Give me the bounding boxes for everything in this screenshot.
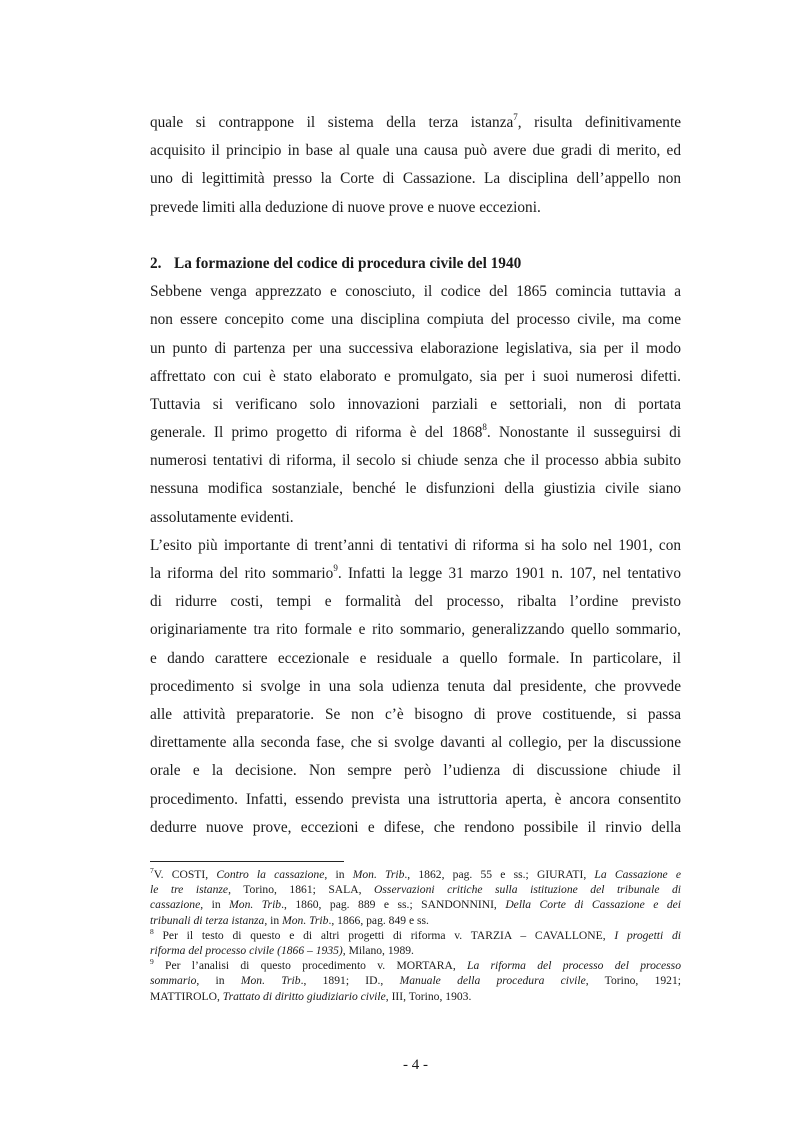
text-line: numerosi tentativi di riforma, il secolo si chiude senza che il processo abbia subito (150, 452, 681, 470)
paragraph-3 (150, 532, 681, 842)
text-line: L’esito più importante di trent’anni di tentativi di riforma si ha solo nel 1901, con (150, 536, 681, 554)
text-line: la riforma del rito sommario$^9$. Infatti la legge 31 marzo 1901 n. 107, nel tentativo (150, 563, 681, 582)
text-line: quale si contrappone il sistema della terza istanza$^7$, risulta definitivamente (150, 112, 681, 131)
footnote-ref-9[interactable]: 9 (333, 563, 338, 573)
text-line: dedurre nuove prove, eccezioni e difese, che rendono possibile il rinvio della (150, 818, 681, 836)
footnote-line: riforma del processo civile (1866 – 1935), Milano, 1989. (150, 943, 414, 957)
text-line: direttamente alla seconda fase, che si svolge davanti al collegio, per la discussione (150, 734, 681, 752)
text-line: orale e la decisione. Non sempre però l’udienza di discussione chiude il (150, 762, 681, 780)
paragraph-1 (150, 109, 681, 222)
footnote-number: 8 (150, 926, 154, 936)
footnote-separator (150, 861, 344, 862)
text-line: assolutamente evidenti. (150, 508, 294, 526)
text-line: Sebbene venga apprezzato e conosciuto, il codice del 1865 comincia tuttavia a (150, 283, 681, 301)
footnote-line: cassazione, in Mon. Trib., 1860, pag. 889 e ss.; SANDONNINI, Della Corte di Cassazione e dei (150, 898, 682, 912)
footnote-line: $^9$ Per l’analisi di questo procedimento v. MORTARA, La riforma del processo del processo (150, 957, 681, 973)
text-line: prevede limiti alla deduzione di nuove prove e nuove eccezioni. (150, 198, 541, 216)
text-line: generale. Il primo progetto di riforma è del 1868$^8$. Nonostante il susseguirsi di (150, 422, 681, 442)
section-number: 2. (150, 254, 162, 272)
document-page (150, 0, 681, 1123)
text-line: un punto di partenza per una successiva elaborazione legislativa, sia per il modo (150, 339, 681, 357)
text-line: e dando carattere eccezionale e residuale a quello formale. In particolare, il (150, 649, 681, 667)
footnote-number: 7 (150, 866, 154, 875)
section-heading (150, 250, 681, 278)
paragraph-2 (150, 278, 681, 532)
footnote-line: tribunali di terza istanza, in Mon. Trib., 1866, pag. 849 e ss. (150, 913, 429, 927)
footnote-line: MATTIROLO, Trattato di diritto giudiziario civile, III, Torino, 1903. (150, 989, 472, 1003)
footnote-line: $^8$ Per il testo di questo e di altri progetti di riforma v. TARZIA – CAVALLONE, I progetti di (150, 926, 681, 942)
text-line: procedimento. Infatti, essendo prevista una istruttoria aperta, è ancora consentito (150, 790, 681, 808)
text-line: uno di legittimità presso la Corte di Cassazione. La disciplina dell’appello non (150, 170, 681, 188)
page-number: - 4 - (403, 1057, 428, 1073)
text-line: nessuna modifica sostanziale, benché le disfunzioni della giustizia civile siano (150, 480, 681, 498)
footnote-9 (150, 958, 681, 1004)
body-text (150, 109, 681, 842)
text-line: Tuttavia si verificano solo innovazioni parziali e settoriali, non di portata (150, 395, 681, 413)
text-line: non essere concepito come una disciplina compiuta del processo civile, ma come (150, 311, 681, 329)
footnote-line: le tre istanze, Torino, 1861; SALA, Osservazioni critiche sulla istituzione del tribunale di (150, 883, 681, 897)
section-title: La formazione del codice di procedura civile del 1940 (174, 254, 522, 272)
footnote-number: 9 (150, 957, 154, 967)
footnote-ref-8[interactable]: 8 (482, 422, 487, 433)
text-line: alle attività preparatorie. Se non c’è bisogno di prove costituende, si passa (150, 705, 681, 723)
footnote-line: sommario, in Mon. Trib., 1891; ID., Manuale della procedura civile, Torino, 1921; (150, 974, 681, 988)
text-line: procedimento si svolge in una sola udienza tenuta dal presidente, che provvede (150, 677, 681, 695)
text-line: originariamente tra rito formale e rito sommario, generalizzando quello sommario, (150, 621, 681, 639)
footnote-ref-7[interactable]: 7 (513, 112, 518, 122)
text-line: affrettato con cui è stato elaborato e promulgato, sia per i suoi numerosi difetti. (150, 367, 681, 385)
text-line: acquisito il principio in base al quale una causa può avere due gradi di merito, ed (150, 142, 681, 160)
footnotes (150, 867, 681, 1004)
text-line: di ridurre costi, tempi e formalità del processo, ribalta l’ordine previsto (150, 593, 681, 611)
footnote-line: $^7$V. COSTI, Contro la cassazione, in Mon. Trib., 1862, pag. 55 e ss.; GIURATI, La Cassazione e (150, 866, 682, 881)
footnote-8 (150, 928, 681, 958)
paragraph-gap (150, 222, 681, 250)
footnote-7 (150, 867, 681, 928)
